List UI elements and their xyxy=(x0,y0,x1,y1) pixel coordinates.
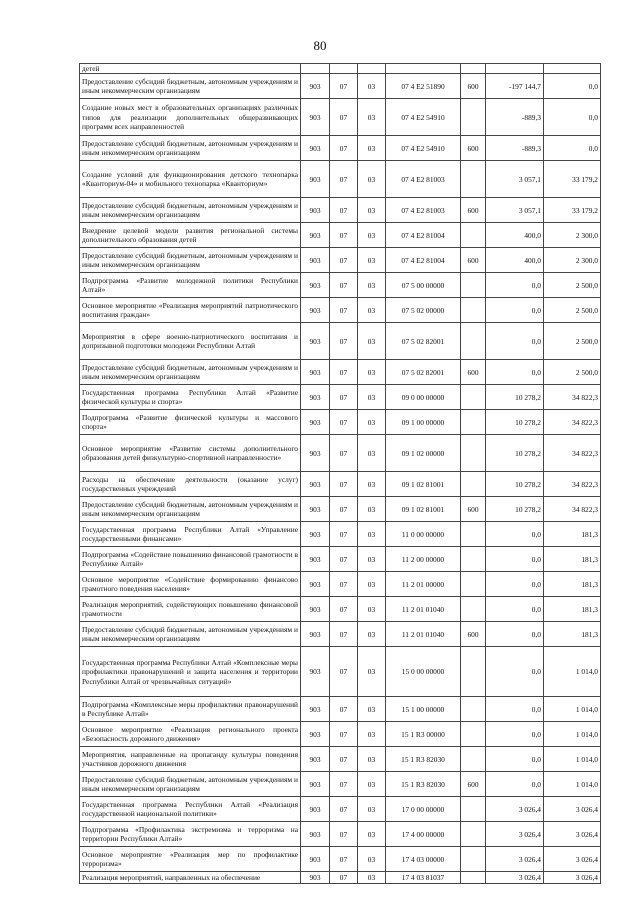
vr-cell: 600 xyxy=(461,360,486,385)
gr-cell: 903 xyxy=(301,472,330,497)
csr-cell: 07 4 E2 81004 xyxy=(386,248,461,273)
csr-cell: 07 4 E2 81004 xyxy=(386,223,461,248)
gr-cell: 903 xyxy=(301,136,330,161)
csr-cell: 07 5 02 82001 xyxy=(386,323,461,360)
table-row xyxy=(80,747,601,772)
pr-cell: 03 xyxy=(358,323,386,360)
rz-cell: 07 xyxy=(330,74,358,99)
table-row xyxy=(80,99,601,136)
sum1-cell: 3 057,1 xyxy=(486,161,544,198)
pr-cell: 03 xyxy=(358,872,386,884)
sum2-cell: 2 500,0 xyxy=(544,273,601,298)
csr-cell: 17 0 00 00000 xyxy=(386,797,461,822)
gr-cell: 903 xyxy=(301,747,330,772)
pr-cell: 03 xyxy=(358,435,386,472)
name-cell: Предоставление субсидий бюджетным, автономным учреждениям и иным некоммерческим организациям xyxy=(80,772,301,797)
vr-cell xyxy=(461,647,486,697)
sum1-cell: 400,0 xyxy=(486,223,544,248)
gr-cell: 903 xyxy=(301,385,330,410)
name-cell: Государственная программа Республики Алтай «Развитие физической культуры и спорта» xyxy=(80,385,301,410)
pr-cell: 03 xyxy=(358,136,386,161)
table-row xyxy=(80,223,601,248)
sum1-cell xyxy=(486,64,544,74)
sum1-cell: 0,0 xyxy=(486,697,544,722)
name-cell: Подпрограмма «Содействие повышению финансовой грамотности в Республике Алтай» xyxy=(80,547,301,572)
rz-cell: 07 xyxy=(330,822,358,847)
vr-cell xyxy=(461,822,486,847)
vr-cell xyxy=(461,797,486,822)
name-cell: Внедрение целевой модели развития региональной системы дополнительного образования детей xyxy=(80,223,301,248)
table-row xyxy=(80,298,601,323)
table-row xyxy=(80,647,601,697)
table-row xyxy=(80,74,601,99)
table-row xyxy=(80,360,601,385)
name-cell: Государственная программа Республики Алтай «Реализация государственной национальной политики» xyxy=(80,797,301,822)
table-row xyxy=(80,410,601,435)
sum1-cell: -889,3 xyxy=(486,136,544,161)
name-cell: Основное мероприятие «Содействие формированию финансово грамотного поведения населения» xyxy=(80,572,301,597)
gr-cell: 903 xyxy=(301,822,330,847)
sum1-cell: 0,0 xyxy=(486,273,544,298)
csr-cell: 07 4 E2 54910 xyxy=(386,99,461,136)
rz-cell: 07 xyxy=(330,435,358,472)
rz-cell: 07 xyxy=(330,722,358,747)
name-cell: Основное мероприятие «Реализация регионального проекта «Безопасность дорожного движения» xyxy=(80,722,301,747)
sum2-cell: 1 014,0 xyxy=(544,697,601,722)
csr-cell: 11 2 01 01040 xyxy=(386,597,461,622)
vr-cell xyxy=(461,273,486,298)
sum2-cell: 0,0 xyxy=(544,74,601,99)
sum2-cell: 1 014,0 xyxy=(544,722,601,747)
pr-cell: 03 xyxy=(358,572,386,597)
gr-cell: 903 xyxy=(301,273,330,298)
pr-cell: 03 xyxy=(358,722,386,747)
sum2-cell: 2 300,0 xyxy=(544,248,601,273)
rz-cell: 07 xyxy=(330,572,358,597)
vr-cell xyxy=(461,435,486,472)
csr-cell: 09 1 02 81001 xyxy=(386,497,461,522)
table-row xyxy=(80,522,601,547)
sum2-cell: 34 822,3 xyxy=(544,472,601,497)
rz-cell: 07 xyxy=(330,497,358,522)
sum2-cell: 3 026,4 xyxy=(544,872,601,884)
sum2-cell: 34 822,3 xyxy=(544,435,601,472)
csr-cell: 07 5 02 00000 xyxy=(386,298,461,323)
sum2-cell: 2 500,0 xyxy=(544,298,601,323)
sum2-cell: 33 179,2 xyxy=(544,198,601,223)
name-cell: Реализация мероприятий, содействующих повышению финансовой грамотности xyxy=(80,597,301,622)
sum2-cell: 2 500,0 xyxy=(544,323,601,360)
table-row xyxy=(80,847,601,872)
sum1-cell: 10 278,2 xyxy=(486,410,544,435)
gr-cell xyxy=(301,64,330,74)
csr-cell: 11 0 00 00000 xyxy=(386,522,461,547)
rz-cell: 07 xyxy=(330,772,358,797)
gr-cell: 903 xyxy=(301,223,330,248)
gr-cell: 903 xyxy=(301,248,330,273)
table-row xyxy=(80,64,601,74)
sum1-cell: 10 278,2 xyxy=(486,472,544,497)
vr-cell xyxy=(461,323,486,360)
rz-cell: 07 xyxy=(330,747,358,772)
pr-cell: 03 xyxy=(358,797,386,822)
rz-cell: 07 xyxy=(330,872,358,884)
gr-cell: 903 xyxy=(301,198,330,223)
sum2-cell: 2 300,0 xyxy=(544,223,601,248)
rz-cell: 07 xyxy=(330,161,358,198)
name-cell: Подпрограмма «Профилактика экстремизма и терроризма на территории Республики Алтай» xyxy=(80,822,301,847)
csr-cell: 07 4 E2 51890 xyxy=(386,74,461,99)
rz-cell: 07 xyxy=(330,323,358,360)
pr-cell xyxy=(358,64,386,74)
sum2-cell: 0,0 xyxy=(544,136,601,161)
rz-cell: 07 xyxy=(330,597,358,622)
name-cell: Государственная программа Республики Алтай «Комплексные меры профилактики правонарушений и защита населения и территории Республики Алтай от чрезвычайных ситуаций» xyxy=(80,647,301,697)
table-row xyxy=(80,198,601,223)
sum1-cell: 400,0 xyxy=(486,248,544,273)
table-row xyxy=(80,472,601,497)
csr-cell: 17 4 00 00000 xyxy=(386,822,461,847)
sum2-cell: 34 822,3 xyxy=(544,385,601,410)
pr-cell: 03 xyxy=(358,273,386,298)
csr-cell: 09 1 02 00000 xyxy=(386,435,461,472)
sum2-cell: 3 026,4 xyxy=(544,822,601,847)
name-cell: Реализация мероприятий, направленных на обеспечение xyxy=(80,872,301,884)
gr-cell: 903 xyxy=(301,298,330,323)
gr-cell: 903 xyxy=(301,797,330,822)
name-cell: Создание условий для функционирования детского технопарка «Кванториум-04» и мобильного технопарка «Кванториум» xyxy=(80,161,301,198)
table-row xyxy=(80,547,601,572)
pr-cell: 03 xyxy=(358,747,386,772)
csr-cell: 09 1 00 00000 xyxy=(386,410,461,435)
sum1-cell: 10 278,2 xyxy=(486,385,544,410)
table-row xyxy=(80,497,601,522)
rz-cell: 07 xyxy=(330,547,358,572)
gr-cell: 903 xyxy=(301,360,330,385)
table-row xyxy=(80,797,601,822)
name-cell: Предоставление субсидий бюджетным, автономным учреждениям и иным некоммерческим организациям xyxy=(80,198,301,223)
name-cell: Мероприятия, направленные на пропаганду культуры поведения участников дорожного движения xyxy=(80,747,301,772)
sum1-cell: 0,0 xyxy=(486,298,544,323)
gr-cell: 903 xyxy=(301,435,330,472)
pr-cell: 03 xyxy=(358,161,386,198)
gr-cell: 903 xyxy=(301,522,330,547)
page-number: 80 xyxy=(313,38,327,53)
sum2-cell: 1 014,0 xyxy=(544,647,601,697)
vr-cell xyxy=(461,99,486,136)
rz-cell: 07 xyxy=(330,622,358,647)
rz-cell: 07 xyxy=(330,223,358,248)
table-row xyxy=(80,822,601,847)
vr-cell xyxy=(461,572,486,597)
gr-cell: 903 xyxy=(301,772,330,797)
sum1-cell: 0,0 xyxy=(486,522,544,547)
vr-cell: 600 xyxy=(461,136,486,161)
sum2-cell: 3 026,4 xyxy=(544,847,601,872)
csr-cell: 07 4 E2 81003 xyxy=(386,161,461,198)
budget-table xyxy=(79,63,601,884)
sum2-cell: 181,3 xyxy=(544,547,601,572)
pr-cell: 03 xyxy=(358,622,386,647)
sum1-cell: 0,0 xyxy=(486,547,544,572)
gr-cell: 903 xyxy=(301,597,330,622)
sum1-cell: 0,0 xyxy=(486,747,544,772)
vr-cell xyxy=(461,472,486,497)
name-cell: Основное мероприятие «Развитие системы дополнительного образования детей физкультурно-спортивной направленности» xyxy=(80,435,301,472)
csr-cell: 11 2 01 00000 xyxy=(386,572,461,597)
vr-cell xyxy=(461,385,486,410)
name-cell: Предоставление субсидий бюджетным, автономным учреждениям и иным некоммерческим организациям xyxy=(80,136,301,161)
sum1-cell: -889,3 xyxy=(486,99,544,136)
rz-cell xyxy=(330,64,358,74)
rz-cell: 07 xyxy=(330,847,358,872)
vr-cell xyxy=(461,872,486,884)
rz-cell: 07 xyxy=(330,472,358,497)
table-row xyxy=(80,722,601,747)
sum1-cell: 0,0 xyxy=(486,597,544,622)
pr-cell: 03 xyxy=(358,385,386,410)
name-cell: Мероприятия в сфере военно-патриотического воспитания и допризывной подготовки молодежи Республики Алтай xyxy=(80,323,301,360)
sum2-cell: 3 026,4 xyxy=(544,797,601,822)
name-cell: Подпрограмма «Комплексные меры профилактики правонарушений в Республике Алтай» xyxy=(80,697,301,722)
gr-cell: 903 xyxy=(301,74,330,99)
sum1-cell: 3 026,4 xyxy=(486,822,544,847)
name-cell: Предоставление субсидий бюджетным, автономным учреждениям и иным некоммерческим организациям xyxy=(80,74,301,99)
pr-cell: 03 xyxy=(358,360,386,385)
name-cell: Предоставление субсидий бюджетным, автономным учреждениям и иным некоммерческим организациям xyxy=(80,497,301,522)
table-row xyxy=(80,622,601,647)
gr-cell: 903 xyxy=(301,847,330,872)
csr-cell: 07 4 E2 81003 xyxy=(386,198,461,223)
csr-cell: 15 0 00 00000 xyxy=(386,647,461,697)
pr-cell: 03 xyxy=(358,410,386,435)
gr-cell: 903 xyxy=(301,722,330,747)
csr-cell: 15 1 R3 82030 xyxy=(386,747,461,772)
table-row xyxy=(80,273,601,298)
vr-cell xyxy=(461,547,486,572)
vr-cell xyxy=(461,223,486,248)
csr-cell: 11 2 00 00000 xyxy=(386,547,461,572)
pr-cell: 03 xyxy=(358,298,386,323)
csr-cell xyxy=(386,64,461,74)
pr-cell: 03 xyxy=(358,99,386,136)
sum2-cell: 0,0 xyxy=(544,99,601,136)
sum1-cell: 0,0 xyxy=(486,722,544,747)
gr-cell: 903 xyxy=(301,99,330,136)
vr-cell: 600 xyxy=(461,198,486,223)
rz-cell: 07 xyxy=(330,248,358,273)
rz-cell: 07 xyxy=(330,198,358,223)
rz-cell: 07 xyxy=(330,522,358,547)
pr-cell: 03 xyxy=(358,547,386,572)
name-cell: Государственная программа Республики Алтай «Управление государственными финансами» xyxy=(80,522,301,547)
sum2-cell: 34 822,3 xyxy=(544,410,601,435)
vr-cell xyxy=(461,597,486,622)
sum1-cell: 3 026,4 xyxy=(486,847,544,872)
pr-cell: 03 xyxy=(358,847,386,872)
gr-cell: 903 xyxy=(301,572,330,597)
vr-cell xyxy=(461,747,486,772)
csr-cell: 17 4 03 00000 xyxy=(386,847,461,872)
pr-cell: 03 xyxy=(358,74,386,99)
table-row xyxy=(80,323,601,360)
vr-cell: 600 xyxy=(461,622,486,647)
rz-cell: 07 xyxy=(330,410,358,435)
rz-cell: 07 xyxy=(330,797,358,822)
sum1-cell: 0,0 xyxy=(486,622,544,647)
sum1-cell: 0,0 xyxy=(486,323,544,360)
rz-cell: 07 xyxy=(330,99,358,136)
vr-cell xyxy=(461,697,486,722)
sum1-cell: 0,0 xyxy=(486,772,544,797)
vr-cell xyxy=(461,161,486,198)
rz-cell: 07 xyxy=(330,273,358,298)
vr-cell xyxy=(461,522,486,547)
gr-cell: 903 xyxy=(301,872,330,884)
vr-cell: 600 xyxy=(461,772,486,797)
pr-cell: 03 xyxy=(358,597,386,622)
sum2-cell: 34 822,3 xyxy=(544,497,601,522)
csr-cell: 15 1 R3 00000 xyxy=(386,722,461,747)
gr-cell: 903 xyxy=(301,161,330,198)
gr-cell: 903 xyxy=(301,497,330,522)
table-row xyxy=(80,697,601,722)
table-row xyxy=(80,572,601,597)
sum2-cell: 1 014,0 xyxy=(544,772,601,797)
rz-cell: 07 xyxy=(330,385,358,410)
rz-cell: 07 xyxy=(330,298,358,323)
csr-cell: 15 1 R3 82030 xyxy=(386,772,461,797)
sum2-cell: 33 179,2 xyxy=(544,161,601,198)
sum2-cell: 181,3 xyxy=(544,572,601,597)
table-row xyxy=(80,597,601,622)
pr-cell: 03 xyxy=(358,497,386,522)
gr-cell: 903 xyxy=(301,647,330,697)
vr-cell xyxy=(461,410,486,435)
rz-cell: 07 xyxy=(330,360,358,385)
vr-cell xyxy=(461,722,486,747)
sum2-cell: 2 500,0 xyxy=(544,360,601,385)
csr-cell: 07 4 E2 54910 xyxy=(386,136,461,161)
pr-cell: 03 xyxy=(358,522,386,547)
sum1-cell: 0,0 xyxy=(486,572,544,597)
csr-cell: 07 5 00 00000 xyxy=(386,273,461,298)
pr-cell: 03 xyxy=(358,472,386,497)
rz-cell: 07 xyxy=(330,697,358,722)
rz-cell: 07 xyxy=(330,136,358,161)
table-row xyxy=(80,248,601,273)
sum2-cell: 181,3 xyxy=(544,522,601,547)
gr-cell: 903 xyxy=(301,323,330,360)
vr-cell xyxy=(461,298,486,323)
table-row xyxy=(80,161,601,198)
vr-cell xyxy=(461,847,486,872)
name-cell: Основное мероприятие «Реализация мероприятий патриотического воспитания граждан» xyxy=(80,298,301,323)
name-cell: Предоставление субсидий бюджетным, автономным учреждениям и иным некоммерческим организациям xyxy=(80,622,301,647)
table-row xyxy=(80,772,601,797)
name-cell: Подпрограмма «Развитие молодежной политики Республики Алтай» xyxy=(80,273,301,298)
gr-cell: 903 xyxy=(301,410,330,435)
sum1-cell: 0,0 xyxy=(486,360,544,385)
name-cell: Основное мероприятие «Реализация мер по профилактике терроризма» xyxy=(80,847,301,872)
csr-cell: 09 0 00 00000 xyxy=(386,385,461,410)
sum1-cell: -197 144,7 xyxy=(486,74,544,99)
gr-cell: 903 xyxy=(301,622,330,647)
sum1-cell: 3 026,4 xyxy=(486,872,544,884)
pr-cell: 03 xyxy=(358,697,386,722)
vr-cell xyxy=(461,64,486,74)
vr-cell: 600 xyxy=(461,497,486,522)
name-cell: Предоставление субсидий бюджетным, автономным учреждениям и иным некоммерческим организациям xyxy=(80,248,301,273)
sum1-cell: 10 278,2 xyxy=(486,497,544,522)
csr-cell: 17 4 03 81037 xyxy=(386,872,461,884)
table-row xyxy=(80,872,601,884)
gr-cell: 903 xyxy=(301,697,330,722)
table-row xyxy=(80,136,601,161)
pr-cell: 03 xyxy=(358,647,386,697)
csr-cell: 07 5 02 82001 xyxy=(386,360,461,385)
name-cell: Создание новых мест в образовательных организациях различных типов для реализации дополнительных общеразвивающих программ всех направленностей xyxy=(80,99,301,136)
csr-cell: 15 1 00 00000 xyxy=(386,697,461,722)
pr-cell: 03 xyxy=(358,772,386,797)
pr-cell: 03 xyxy=(358,198,386,223)
pr-cell: 03 xyxy=(358,822,386,847)
pr-cell: 03 xyxy=(358,223,386,248)
table-row xyxy=(80,435,601,472)
sum2-cell: 181,3 xyxy=(544,597,601,622)
sum1-cell: 0,0 xyxy=(486,647,544,697)
name-cell: Подпрограмма «Развитие физической культуры и массового спорта» xyxy=(80,410,301,435)
sum1-cell: 3 057,1 xyxy=(486,198,544,223)
sum2-cell: 1 014,0 xyxy=(544,747,601,772)
vr-cell: 600 xyxy=(461,74,486,99)
sum2-cell xyxy=(544,64,601,74)
name-cell: Расходы на обеспечение деятельности (оказание услуг) государственных учреждений xyxy=(80,472,301,497)
csr-cell: 09 1 02 81001 xyxy=(386,472,461,497)
sum1-cell: 3 026,4 xyxy=(486,797,544,822)
sum2-cell: 181,3 xyxy=(544,622,601,647)
table-row xyxy=(80,385,601,410)
name-cell: детей xyxy=(80,64,301,74)
sum1-cell: 10 278,2 xyxy=(486,435,544,472)
pr-cell: 03 xyxy=(358,248,386,273)
vr-cell: 600 xyxy=(461,248,486,273)
rz-cell: 07 xyxy=(330,647,358,697)
csr-cell: 11 2 01 01040 xyxy=(386,622,461,647)
gr-cell: 903 xyxy=(301,547,330,572)
name-cell: Предоставление субсидий бюджетным, автономным учреждениям и иным некоммерческим организациям xyxy=(80,360,301,385)
